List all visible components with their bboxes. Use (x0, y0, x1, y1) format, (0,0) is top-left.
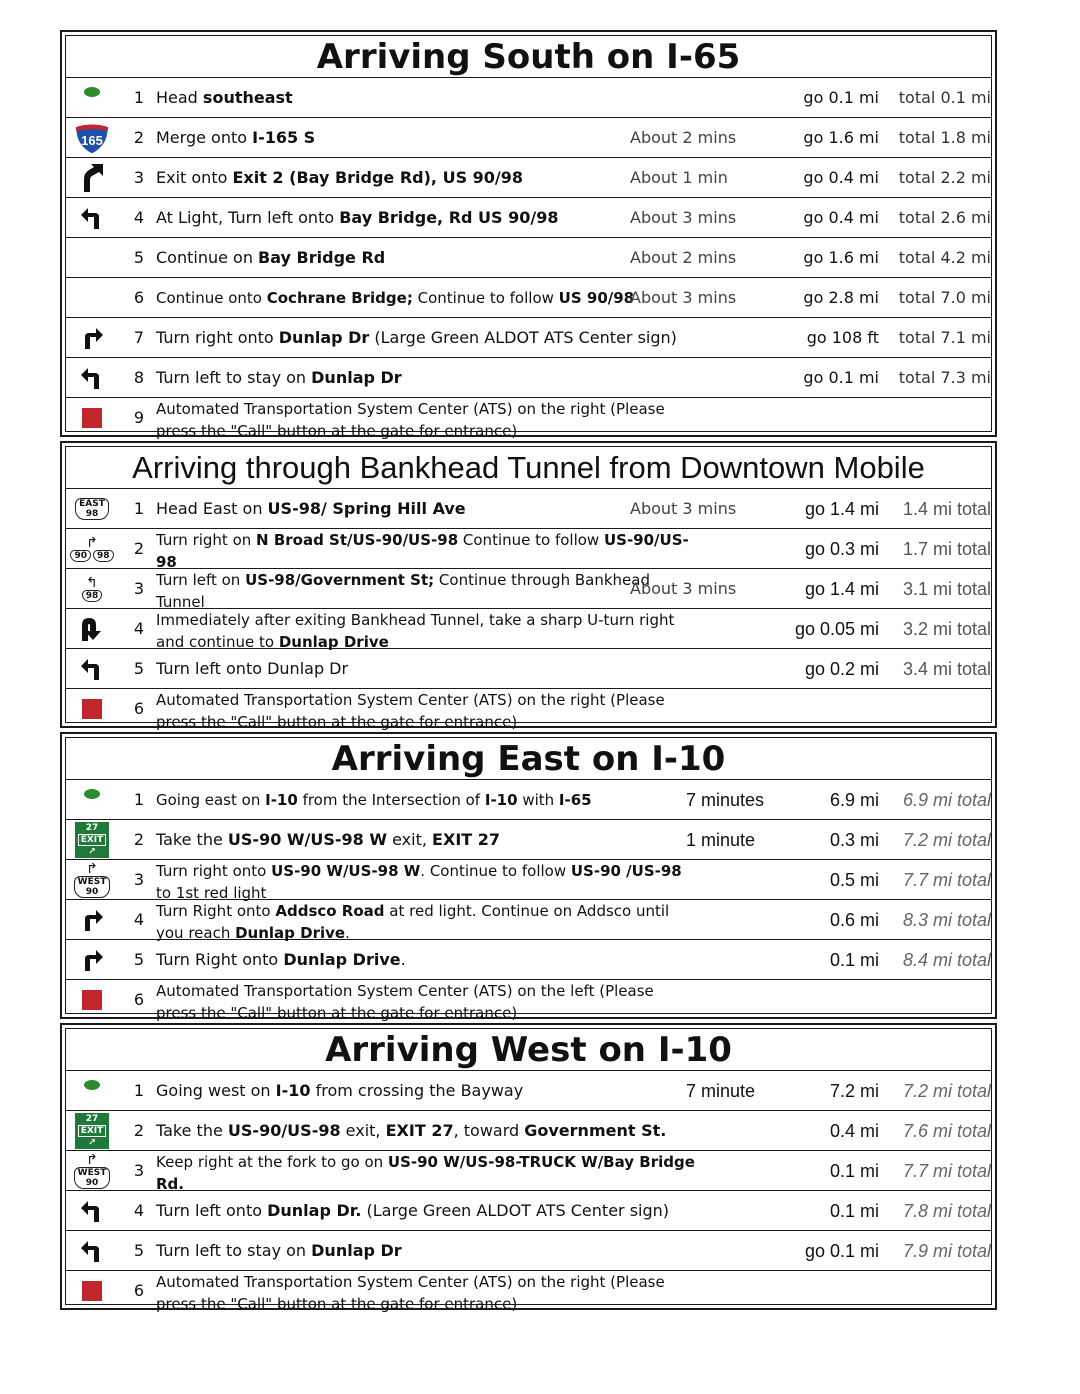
instruction-road-name: Dunlap Dr (311, 1241, 402, 1260)
step-distance: 0.1 mi (829, 1161, 879, 1181)
step-number: 6 (133, 699, 145, 718)
instruction-text: Automated Transportation System Center (ATS) on the right (Please press the "Call" button at the gate for entrance) (156, 691, 665, 731)
instruction-road-name: EXIT 27 (432, 830, 501, 849)
step-instruction (156, 358, 626, 398)
instruction-road-name: I-10 (265, 791, 298, 809)
instruction-text: (Large Green ALDOT ATS Center sign) (369, 328, 677, 347)
section-frame (65, 1028, 992, 1313)
turn-left-arrow-icon (70, 360, 114, 396)
red-destination-square-icon (70, 691, 114, 727)
red-destination-square-icon (70, 1273, 114, 1309)
instruction-road-name: US-90 W/US-98 W (227, 830, 388, 849)
instruction-road-name: Government St. (524, 1121, 667, 1140)
instruction-road-name: US-90/US-98 (156, 531, 689, 571)
step-distance: 0.1 mi (829, 1201, 879, 1221)
direction-step-row (66, 1111, 991, 1151)
instruction-text: Going west on (156, 1081, 276, 1100)
cumulative-distance: total 4.2 mi (898, 248, 991, 267)
step-number: 3 (133, 168, 145, 187)
step-duration: 7 minutes (686, 790, 765, 810)
instruction-text: Continue on (156, 248, 259, 267)
u-turn-right-icon (70, 611, 114, 647)
step-duration: About 1 min (630, 168, 728, 187)
cumulative-distance: 7.2 mi total (902, 830, 991, 850)
direction-step-row (66, 489, 991, 529)
instruction-text: Turn left to stay on (156, 368, 312, 387)
cumulative-distance: total 2.2 mi (898, 168, 991, 187)
turn-right-us-90-98-shields-icon: ↱ 90 98 (70, 531, 114, 567)
direction-step-row (66, 649, 991, 689)
step-number: 4 (133, 910, 145, 929)
cumulative-distance: 7.9 mi total (902, 1241, 991, 1261)
red-destination-square-icon (70, 400, 114, 436)
step-instruction (156, 980, 696, 1020)
step-duration: About 3 mins (630, 579, 737, 598)
step-number: 4 (133, 1201, 145, 1220)
instruction-text: Keep right at the fork to go on (156, 1153, 388, 1171)
instruction-text: Turn right onto (156, 328, 279, 347)
instruction-road-name: Cochrane Bridge; (266, 289, 413, 307)
instruction-road-name: US-90 W/US-98-TRUCK W/Bay Bridge Rd. (156, 1153, 695, 1193)
step-number: 1 (133, 88, 145, 107)
instruction-road-name: US-98/ Spring Hill Ave (267, 499, 466, 518)
step-instruction (156, 860, 696, 900)
instruction-text: Turn right on (156, 531, 257, 549)
instruction-road-name: US-98/Government St; (245, 571, 435, 589)
instruction-road-name: Bay Bridge Rd (258, 248, 386, 267)
instruction-text: from crossing the Bayway (310, 1081, 524, 1100)
direction-step-row (66, 238, 991, 278)
instruction-text: Continue onto (156, 289, 267, 307)
direction-step-row (66, 318, 991, 358)
direction-step-row (66, 1231, 991, 1271)
step-number: 5 (133, 950, 145, 969)
step-instruction (156, 318, 796, 358)
step-number: 1 (133, 499, 145, 518)
step-distance: 0.6 mi (829, 910, 879, 930)
step-instruction (156, 198, 626, 238)
instruction-text: to 1st red light (156, 884, 267, 902)
instruction-road-name: Dunlap Drive (278, 633, 389, 651)
direction-step-row (66, 860, 991, 900)
step-instruction (156, 1151, 696, 1191)
direction-step-row (66, 1071, 991, 1111)
step-instruction (156, 238, 626, 278)
direction-step-row (66, 780, 991, 820)
instruction-text: At Light, Turn left onto (156, 208, 340, 227)
instruction-text: Going east on (156, 791, 266, 809)
instruction-text: with (517, 791, 559, 809)
direction-step-row (66, 689, 991, 729)
step-distance: go 1.6 mi (803, 248, 879, 267)
step-distance: go 0.3 mi (804, 539, 879, 559)
instruction-road-name: US-90/US-98 (227, 1121, 341, 1140)
svg-text:165: 165 (81, 133, 103, 148)
instruction-road-name: southeast (202, 88, 293, 107)
step-distance: go 0.1 mi (803, 88, 879, 107)
step-distance: go 0.4 mi (803, 208, 879, 227)
instruction-text: from the Intersection of (297, 791, 485, 809)
direction-step-row (66, 398, 991, 438)
step-distance: 0.4 mi (829, 1121, 879, 1141)
section-frame (65, 737, 992, 1022)
step-duration: About 3 mins (630, 288, 737, 307)
exit-27-sign-icon: 27 EXIT ↗ (70, 822, 114, 858)
direction-step-row (66, 1271, 991, 1311)
instruction-road-name: I-65 (558, 791, 592, 809)
step-distance: go 0.2 mi (804, 659, 879, 679)
cumulative-distance: 3.4 mi total (902, 659, 991, 679)
turn-left-arrow-icon (70, 1233, 114, 1269)
step-duration: 1 minute (686, 830, 756, 850)
direction-step-row (66, 198, 991, 238)
step-instruction (156, 940, 626, 980)
direction-step-row (66, 569, 991, 609)
green-start-dot-icon (70, 80, 114, 116)
section-title: Arriving East on I-10 (66, 738, 991, 780)
step-duration: About 2 mins (630, 248, 737, 267)
directions-section (60, 732, 997, 1022)
step-distance: go 1.4 mi (804, 579, 879, 599)
step-number: 3 (133, 1161, 145, 1180)
instruction-road-name: Dunlap Dr. (267, 1201, 362, 1220)
step-number: 5 (133, 1241, 145, 1260)
instruction-text: Head (156, 88, 203, 107)
step-number: 1 (133, 790, 145, 809)
directions-section (60, 441, 997, 731)
instruction-text: exit, (340, 1121, 386, 1140)
step-duration: About 3 mins (630, 208, 737, 227)
step-distance: 7.2 mi (829, 1081, 879, 1101)
instruction-text: , toward (453, 1121, 525, 1140)
step-instruction (156, 78, 626, 118)
instruction-text: . Continue to follow (420, 862, 571, 880)
step-instruction (156, 489, 626, 529)
instruction-text: . (400, 950, 406, 969)
cumulative-distance: total 1.8 mi (898, 128, 991, 147)
step-distance: go 1.6 mi (803, 128, 879, 147)
direction-step-row (66, 940, 991, 980)
cumulative-distance: 7.2 mi total (902, 1081, 991, 1101)
turn-left-arrow-icon (70, 200, 114, 236)
step-instruction (156, 278, 635, 318)
cumulative-distance: total 7.3 mi (898, 368, 991, 387)
step-number: 6 (133, 990, 145, 1009)
turn-right-arrow-icon (70, 942, 114, 978)
instruction-text: Turn Right onto (156, 950, 284, 969)
step-distance: 0.1 mi (829, 950, 879, 970)
step-instruction (156, 649, 626, 689)
step-instruction (156, 609, 696, 649)
instruction-text: Continue to follow (412, 289, 559, 307)
cumulative-distance: total 2.6 mi (898, 208, 991, 227)
instruction-road-name: I-10 (484, 791, 518, 809)
step-instruction (156, 780, 626, 820)
step-duration: 7 minute (686, 1081, 756, 1101)
direction-step-row (66, 278, 991, 318)
step-number: 7 (133, 328, 145, 347)
step-instruction (156, 1271, 696, 1311)
step-number: 9 (133, 408, 145, 427)
step-number: 2 (133, 830, 145, 849)
direction-step-row (66, 529, 991, 569)
instruction-road-name: I-10 (275, 1081, 311, 1100)
cumulative-distance: 1.4 mi total (902, 499, 991, 519)
cumulative-distance: 8.4 mi total (902, 950, 991, 970)
instruction-text: Turn left onto Dunlap Dr (156, 659, 349, 678)
step-number: 6 (133, 288, 145, 307)
cumulative-distance: 7.6 mi total (902, 1121, 991, 1141)
exit-27-sign-icon: 27 EXIT ↗ (70, 1113, 114, 1149)
direction-step-row (66, 980, 991, 1020)
instruction-text: (Large Green ALDOT ATS Center sign) (361, 1201, 670, 1220)
instruction-text: Continue through Bankhead Tunnel (156, 571, 650, 611)
step-instruction (156, 1231, 626, 1271)
instruction-road-name: US-90 /US-98 (570, 862, 682, 880)
empty-icon-cell (70, 280, 114, 316)
instruction-text: Turn left to stay on (156, 1241, 312, 1260)
cumulative-distance: 8.3 mi total (902, 910, 991, 930)
empty-icon-cell (70, 240, 114, 276)
green-start-dot-icon (70, 1073, 114, 1109)
cumulative-distance: 6.9 mi total (902, 790, 991, 810)
instruction-text: Head East on (156, 499, 268, 518)
turn-left-arrow-icon (70, 1193, 114, 1229)
step-number: 3 (133, 870, 145, 889)
instruction-road-name: Dunlap Drive (283, 950, 401, 969)
turn-right-us-90-west-shield-icon: ↱ WEST 90 (70, 862, 114, 898)
cumulative-distance: 7.7 mi total (902, 870, 991, 890)
step-distance: go 108 ft (806, 328, 879, 347)
red-destination-square-icon (70, 982, 114, 1018)
interstate-165-shield-icon (70, 120, 114, 156)
instruction-text: Immediately after exiting Bankhead Tunnel, take a sharp U-turn right and continue to (156, 611, 675, 651)
step-instruction (156, 689, 696, 729)
directions-section (60, 1023, 997, 1313)
step-distance: 0.3 mi (829, 830, 879, 850)
step-number: 1 (133, 1081, 145, 1100)
step-instruction (156, 158, 626, 198)
turn-right-us-90-west-shield-icon: ↱ WEST 90 (70, 1153, 114, 1189)
direction-step-row (66, 78, 991, 118)
step-instruction (156, 569, 696, 609)
direction-step-row (66, 1151, 991, 1191)
cumulative-distance: 7.7 mi total (902, 1161, 991, 1181)
step-duration: About 2 mins (630, 128, 737, 147)
instruction-text: Turn left onto (156, 1201, 268, 1220)
section-title: Arriving through Bankhead Tunnel from Downtown Mobile (66, 447, 991, 489)
turn-left-arrow-icon (70, 651, 114, 687)
direction-step-row (66, 1191, 991, 1231)
direction-step-row (66, 609, 991, 649)
instruction-text: Take the (156, 1121, 228, 1140)
instruction-text: Automated Transportation System Center (ATS) on the left (Please press the "Call" button at the gate for entrance) (156, 982, 654, 1022)
step-distance: go 1.4 mi (804, 499, 879, 519)
cumulative-distance: 1.7 mi total (902, 539, 991, 559)
cumulative-distance: total 0.1 mi (898, 88, 991, 107)
instruction-text: Take the (156, 830, 228, 849)
exit-right-arrow-icon (70, 160, 114, 196)
instruction-road-name: Bay Bridge, Rd US 90/98 (339, 208, 559, 227)
step-distance: go 0.1 mi (803, 368, 879, 387)
section-frame (65, 446, 992, 731)
instruction-text: exit, (387, 830, 433, 849)
step-number: 5 (133, 659, 145, 678)
step-duration: About 3 mins (630, 499, 737, 518)
section-frame (65, 35, 992, 440)
direction-step-row (66, 820, 991, 860)
instruction-text: Merge onto (156, 128, 253, 147)
step-number: 6 (133, 1281, 145, 1300)
step-number: 4 (133, 208, 145, 227)
instruction-text: Turn left on (156, 571, 246, 589)
step-number: 8 (133, 368, 145, 387)
direction-step-row (66, 358, 991, 398)
step-number: 5 (133, 248, 145, 267)
cumulative-distance: 7.8 mi total (902, 1201, 991, 1221)
cumulative-distance: total 7.1 mi (898, 328, 991, 347)
step-number: 2 (133, 128, 145, 147)
cumulative-distance: 3.2 mi total (902, 619, 991, 639)
step-instruction (156, 398, 696, 438)
instruction-text: Automated Transportation System Center (ATS) on the right (Please press the "Call" button at the gate for entrance) (156, 1273, 665, 1313)
instruction-road-name: US-90 W/US-98 W (271, 862, 421, 880)
green-start-dot-icon (70, 782, 114, 818)
instruction-road-name: EXIT 27 (385, 1121, 454, 1140)
step-number: 3 (133, 579, 145, 598)
us-98-east-shield-icon: EAST 98 (70, 491, 114, 527)
step-number: 2 (133, 1121, 145, 1140)
section-title: Arriving West on I-10 (66, 1029, 991, 1071)
step-distance: 6.9 mi (829, 790, 879, 810)
instruction-road-name: US 90/98 (558, 289, 635, 307)
turn-left-us-98-shield-icon: ↰ 98 (70, 571, 114, 607)
direction-step-row (66, 900, 991, 940)
instruction-text: Turn Right onto (156, 902, 276, 920)
step-distance: go 0.4 mi (803, 168, 879, 187)
instruction-text: Exit onto (156, 168, 233, 187)
instruction-road-name: Dunlap Dr (278, 328, 370, 347)
direction-step-row (66, 158, 991, 198)
step-instruction (156, 900, 696, 940)
step-distance: go 0.05 mi (794, 619, 879, 639)
step-instruction (156, 820, 626, 860)
instruction-text: . (345, 924, 350, 942)
instruction-road-name: Dunlap Dr (311, 368, 402, 387)
instruction-text: Automated Transportation System Center (ATS) on the right (Please press the "Call" button at the gate for entrance) (156, 400, 665, 440)
instruction-road-name: Exit 2 (Bay Bridge Rd), US 90/98 (232, 168, 524, 187)
step-instruction (156, 529, 696, 569)
instruction-road-name: Dunlap Drive (235, 924, 346, 942)
step-instruction (156, 1191, 796, 1231)
step-distance: go 2.8 mi (803, 288, 879, 307)
cumulative-distance: total 7.0 mi (898, 288, 991, 307)
turn-right-arrow-icon (70, 902, 114, 938)
turn-right-arrow-icon (70, 320, 114, 356)
step-instruction (156, 1071, 626, 1111)
step-distance: go 0.1 mi (804, 1241, 879, 1261)
instruction-road-name: I-165 S (252, 128, 316, 147)
instruction-text: Continue to follow (458, 531, 604, 549)
instruction-road-name: N Broad St/US-90/US-98 (256, 531, 459, 549)
directions-section (60, 30, 997, 440)
step-number: 2 (133, 539, 145, 558)
cumulative-distance: 3.1 mi total (902, 579, 991, 599)
instruction-road-name: Addsco Road (275, 902, 385, 920)
section-title: Arriving South on I-65 (66, 36, 991, 78)
instruction-text: Turn right onto (156, 862, 272, 880)
step-distance: 0.5 mi (829, 870, 879, 890)
step-instruction (156, 1111, 667, 1151)
direction-step-row (66, 118, 991, 158)
instruction-text: at red light. Continue on Addsco until you reach (156, 902, 670, 942)
step-instruction (156, 118, 626, 158)
step-number: 4 (133, 619, 145, 638)
